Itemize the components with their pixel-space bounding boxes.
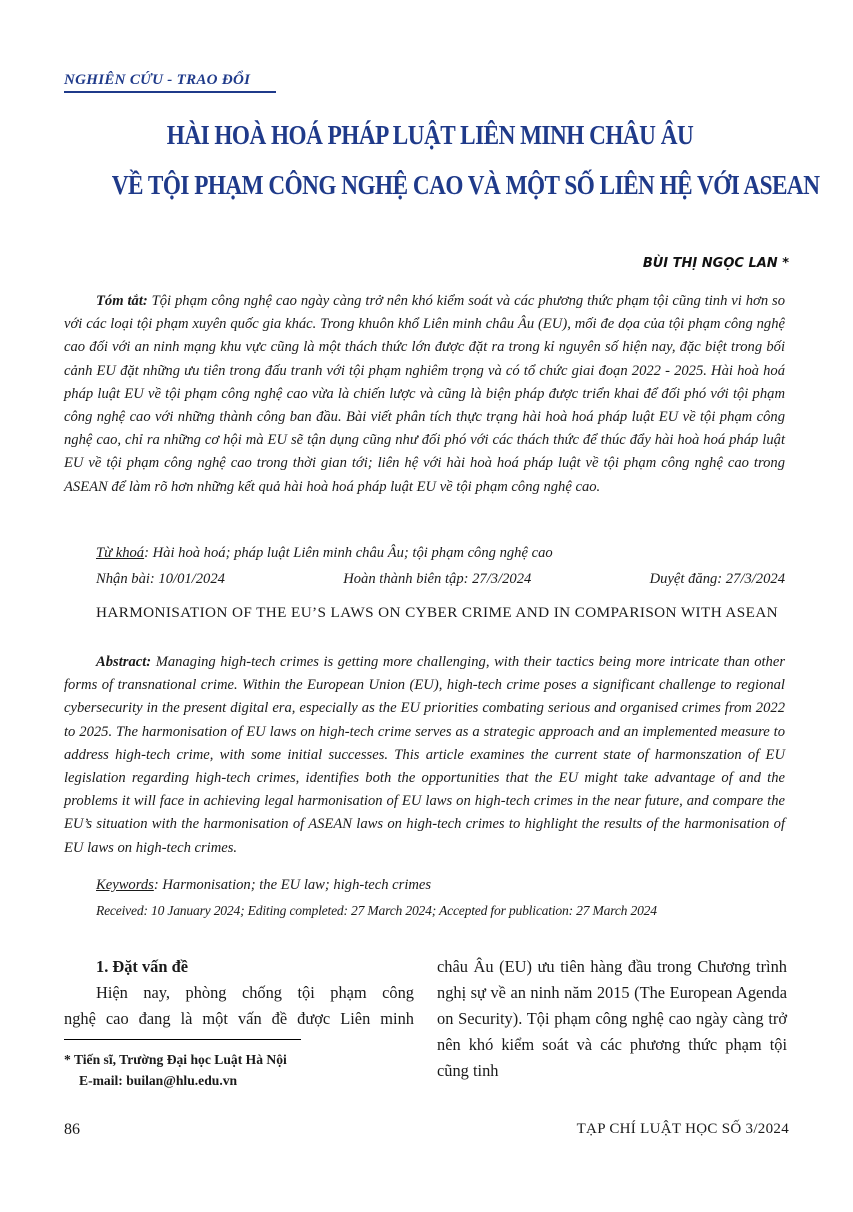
body-column-left — [64, 954, 414, 1032]
footnote-email: E-mail: builan@hlu.edu.vn — [79, 1073, 238, 1088]
article-title-line-2: VỀ TỘI PHẠM CÔNG NGHỆ CAO VÀ MỘT SỐ LIÊN HỆ VỚI ASEAN — [111, 170, 820, 200]
keywords-en — [96, 877, 431, 894]
abstract-en-label: Abstract: — [96, 654, 152, 670]
date-edited-vi: Hoàn thành biên tập: 27/3/2024 — [343, 571, 532, 587]
section-tag-underline — [64, 91, 276, 93]
abstract-vi — [64, 290, 785, 499]
keywords-vi — [96, 545, 553, 562]
keywords-vi-label: Từ khoá — [96, 545, 145, 561]
english-title: HARMONISATION OF THE EU’S LAWS ON CYBER CRIME AND IN COMPARISON WITH ASEAN — [96, 604, 779, 621]
abstract-vi-label: Tóm tắt: — [96, 293, 148, 309]
journal-name: TẠP CHÍ LUẬT HỌC SỐ 3/2024 — [576, 1121, 789, 1137]
article-title-line-1: HÀI HOÀ HOÁ PHÁP LUẬT LIÊN MINH CHÂU ÂU — [166, 120, 694, 150]
footnote-affiliation: * Tiến sĩ, Trường Đại học Luật Hà Nội — [64, 1052, 287, 1067]
date-received-vi: Nhận bài: 10/01/2024 — [96, 571, 225, 587]
keywords-en-label: Keywords — [96, 877, 154, 893]
section-heading: 1. Đặt vấn đề — [96, 957, 188, 976]
body-column-right: châu Âu (EU) ưu tiên hàng đầu trong Chương trình nghị sự về an ninh năm 2015 (The European Agenda on Security). Tội phạm công nghệ cao ngày càng trở nên khó kiểm soát và các phương thức phạm tội cũng tinh — [437, 957, 787, 1080]
footnote — [64, 1049, 287, 1091]
abstract-en-text: Managing high-tech crimes is getting more challenging, with their tactics being more intricate than other forms of transnational crime. Within the European Union (EU), high-tech crime poses a significant challenge to regional cybersecurity in the present digital era, especially as the EU priorities combating serious and organised crimes from 2022 to 2025. The harmonisation of EU laws on high-tech crime serves as a strategic approach and an implemented measure to address high-tech crime, with some initial successes. This article examines the current state of harmonszation of EU legislation regarding high-tech crimes, identifies both the opportunities that the EU might take advantage of and the problems it will face in achieving legal harmonisation of EU laws on high-tech crimes in the near future, and compare the EU’s situation with the harmonisation of ASEAN laws on high-tech crimes to highlight the results of the harmonisation of EU laws on high-tech crimes. — [64, 654, 785, 856]
author: BÙI THỊ NGỌC LAN * — [642, 256, 789, 271]
dates-en: Received: 10 January 2024; Editing completed: 27 March 2024; Accepted for publication: 27 March 2024 — [96, 903, 657, 918]
keywords-vi-text: : Hài hoà hoá; pháp luật Liên minh châu Âu; tội phạm công nghệ cao — [144, 545, 553, 561]
footnote-divider — [64, 1039, 301, 1040]
body-left-line-1: Hiện nay, phòng chống tội phạm công — [96, 983, 414, 1002]
keywords-en-text: : Harmonisation; the EU law; high-tech crimes — [153, 877, 432, 893]
abstract-vi-text: Tội phạm công nghệ cao ngày càng trở nên khó kiểm soát và các phương thức phạm tội cũng tinh vi hơn so với các loại tội phạm xuyên quốc gia khác. Trong khuôn khổ Liên minh châu Âu (EU), mối đe dọa của tội phạm công nghệ cao đối với an ninh mạng khu vực cũng là một thách thức lớn được đặt ra trong kỉ nguyên số hiện nay, đặc biệt trong bối cảnh EU đặt những ưu tiên trong đấu tranh với tội phạm nghiêm trọng và có tổ chức giai đoạn 2022 - 2025. Hài hoà hoá pháp luật EU về tội phạm công nghệ cao vừa là chiến lược và cũng là biện pháp được triển khai để đối phó với tội phạm công nghệ cao với những thành công ban đầu. Bài viết phân tích thực trạng hài hoà hoá pháp luật EU về tội phạm công nghệ cao, chỉ ra những cơ hội mà EU sẽ tận dụng cũng như đối phó với các thách thức để thúc đẩy hài hoà hoá pháp luật EU về tội phạm công nghệ cao trong thời gian tới; liên hệ với hài hoà hoá pháp luật về tội phạm công nghệ cao trong ASEAN để làm rõ hơn những kết quả hài hoà hoá pháp luật EU về tội phạm công nghệ cao. — [64, 293, 785, 495]
abstract-en — [64, 651, 785, 860]
date-accepted-vi: Duyệt đăng: 27/3/2024 — [649, 571, 785, 587]
page-number: 86 — [64, 1121, 80, 1138]
body-left-line-2: nghệ cao đang là một vấn đề được Liên minh — [64, 1009, 414, 1028]
section-tag: NGHIÊN CỨU - TRAO ĐỔI — [64, 72, 251, 88]
dates-vi — [96, 571, 785, 588]
